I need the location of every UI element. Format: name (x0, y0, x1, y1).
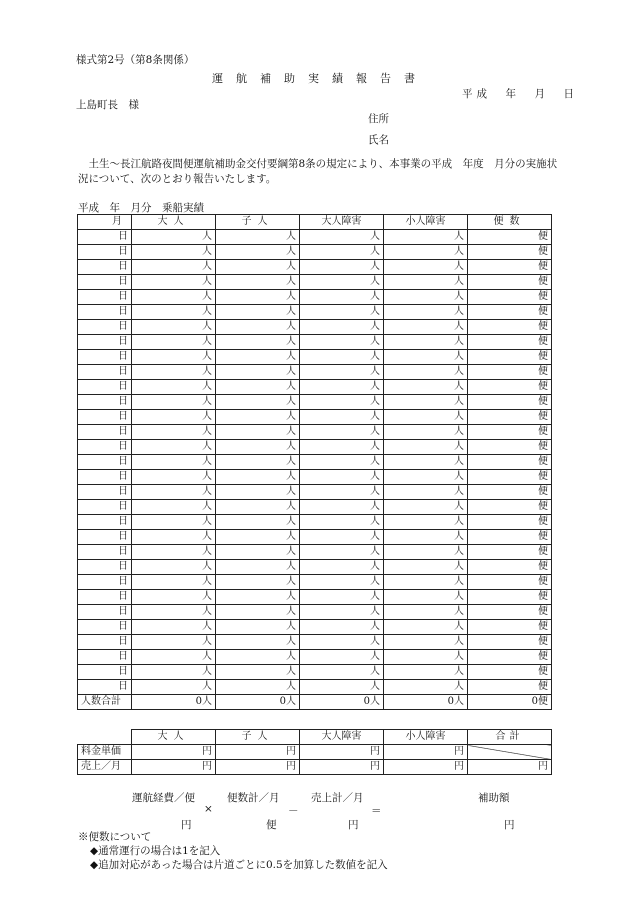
adult-disabled-cell: 人 (300, 440, 384, 455)
totals-label: 人数合計 (78, 695, 132, 710)
day-cell: 日 (78, 275, 132, 290)
sales-total: 円 (468, 760, 552, 775)
day-cell: 日 (78, 455, 132, 470)
day-row (78, 515, 552, 530)
sales-adult: 円 (132, 760, 216, 775)
child-disabled-cell: 人 (384, 635, 468, 650)
day-cell: 日 (78, 530, 132, 545)
child-disabled-cell: 人 (384, 275, 468, 290)
child-disabled-cell: 人 (384, 440, 468, 455)
child-cell: 人 (216, 455, 300, 470)
trips-cell: 便 (468, 545, 552, 560)
adult-disabled-cell: 人 (300, 260, 384, 275)
day-row (78, 245, 552, 260)
trips-cell: 便 (468, 305, 552, 320)
trips-cell: 便 (468, 410, 552, 425)
child-disabled-cell: 人 (384, 530, 468, 545)
child-disabled-cell: 人 (384, 605, 468, 620)
trips-cell: 便 (468, 650, 552, 665)
col-trips: 便数 (468, 215, 552, 230)
unit-price-label: 料金単価 (78, 745, 132, 760)
adult-disabled-cell: 人 (300, 455, 384, 470)
child-cell: 人 (216, 320, 300, 335)
unit-price-total-empty (468, 745, 552, 760)
unit-price-row (78, 745, 552, 760)
adult-disabled-cell: 人 (300, 290, 384, 305)
adult-cell: 人 (132, 245, 216, 260)
day-cell: 日 (78, 245, 132, 260)
formula-unit-yen-2: 円 (348, 819, 359, 831)
trips-cell: 便 (468, 290, 552, 305)
adult-cell: 人 (132, 260, 216, 275)
trips-cell: 便 (468, 380, 552, 395)
formula-minus: － (288, 805, 299, 817)
trips-cell: 便 (468, 620, 552, 635)
child-cell: 人 (216, 485, 300, 500)
col-adult: 大人 (132, 215, 216, 230)
trips-cell: 便 (468, 245, 552, 260)
day-row (78, 410, 552, 425)
child-disabled-cell: 人 (384, 320, 468, 335)
fare-corner (78, 730, 132, 745)
child-disabled-cell: 人 (384, 470, 468, 485)
trips-cell: 便 (468, 530, 552, 545)
total-child-disabled: 0人 (384, 695, 468, 710)
child-disabled-cell: 人 (384, 380, 468, 395)
adult-cell: 人 (132, 680, 216, 695)
day-row (78, 455, 552, 470)
adult-cell: 人 (132, 605, 216, 620)
adult-cell: 人 (132, 545, 216, 560)
unit-price-adult: 円 (132, 745, 216, 760)
child-disabled-cell: 人 (384, 515, 468, 530)
unit-price-adult-disabled: 円 (300, 745, 384, 760)
adult-cell: 人 (132, 365, 216, 380)
adult-disabled-cell: 人 (300, 245, 384, 260)
day-row (78, 275, 552, 290)
adult-disabled-cell: 人 (300, 305, 384, 320)
child-cell: 人 (216, 545, 300, 560)
day-cell: 日 (78, 500, 132, 515)
trips-cell: 便 (468, 485, 552, 500)
day-cell: 日 (78, 680, 132, 695)
adult-disabled-cell: 人 (300, 560, 384, 575)
child-cell: 人 (216, 350, 300, 365)
adult-disabled-cell: 人 (300, 365, 384, 380)
adult-cell: 人 (132, 470, 216, 485)
document-title: 運航補助実績報告書 (212, 72, 428, 85)
child-cell: 人 (216, 515, 300, 530)
day-row (78, 230, 552, 245)
trips-cell: 便 (468, 575, 552, 590)
sales-adult-disabled: 円 (300, 760, 384, 775)
formula-equals: ＝ (371, 805, 382, 817)
formula-multiply: × (204, 803, 213, 815)
day-cell: 日 (78, 470, 132, 485)
day-cell: 日 (78, 230, 132, 245)
day-cell: 日 (78, 620, 132, 635)
day-cell: 日 (78, 575, 132, 590)
day-cell: 日 (78, 605, 132, 620)
day-cell: 日 (78, 485, 132, 500)
day-cell: 日 (78, 650, 132, 665)
day-cell: 日 (78, 635, 132, 650)
adult-cell: 人 (132, 230, 216, 245)
day-row (78, 620, 552, 635)
child-disabled-cell: 人 (384, 650, 468, 665)
name-label: 氏名 (368, 134, 389, 146)
adult-cell: 人 (132, 440, 216, 455)
adult-disabled-cell: 人 (300, 680, 384, 695)
adult-disabled-cell: 人 (300, 635, 384, 650)
adult-disabled-cell: 人 (300, 530, 384, 545)
adult-disabled-cell: 人 (300, 515, 384, 530)
adult-disabled-cell: 人 (300, 605, 384, 620)
total-trips: 0便 (468, 695, 552, 710)
day-cell: 日 (78, 395, 132, 410)
note-item: ◆追加対応があった場合は片道ごとに0.5を加算した数値を記入 (90, 859, 388, 871)
trips-cell: 便 (468, 560, 552, 575)
child-cell: 人 (216, 635, 300, 650)
child-disabled-cell: 人 (384, 485, 468, 500)
child-cell: 人 (216, 470, 300, 485)
day-row (78, 500, 552, 515)
report-date: 平成 年 月 日 (462, 88, 578, 100)
formula-operating-cost: 運航経費／便 (132, 792, 195, 804)
trips-cell: 便 (468, 335, 552, 350)
child-disabled-cell: 人 (384, 665, 468, 680)
unit-price-child-disabled: 円 (384, 745, 468, 760)
child-disabled-cell: 人 (384, 350, 468, 365)
child-cell: 人 (216, 275, 300, 290)
day-cell: 日 (78, 260, 132, 275)
totals-row (78, 695, 552, 710)
adult-disabled-cell: 人 (300, 335, 384, 350)
adult-cell: 人 (132, 410, 216, 425)
day-row (78, 395, 552, 410)
child-disabled-cell: 人 (384, 560, 468, 575)
boarding-record-table (77, 214, 552, 710)
adult-disabled-cell: 人 (300, 380, 384, 395)
col-adult-disabled: 大人障害 (300, 215, 384, 230)
fare-table (77, 729, 552, 775)
fare-col-adult-disabled: 大人障害 (300, 730, 384, 745)
body-text: 土生～長江航路夜間便運航補助金交付要綱第8条の規定により、本事業の平成 年度 月分の実施状況について、次のとおり報告いたします。 (78, 158, 558, 185)
formula-sales-total: 売上計／月 (311, 792, 364, 804)
adult-disabled-cell: 人 (300, 485, 384, 500)
day-row (78, 305, 552, 320)
trips-cell: 便 (468, 425, 552, 440)
adult-cell: 人 (132, 575, 216, 590)
adult-disabled-cell: 人 (300, 545, 384, 560)
child-cell: 人 (216, 365, 300, 380)
table-header-row (78, 215, 552, 230)
adult-disabled-cell: 人 (300, 620, 384, 635)
formula-unit-bin: 便 (266, 819, 277, 831)
child-cell: 人 (216, 440, 300, 455)
adult-disabled-cell: 人 (300, 350, 384, 365)
recipient: 上島町長 様 (76, 99, 139, 111)
child-disabled-cell: 人 (384, 365, 468, 380)
trips-cell: 便 (468, 260, 552, 275)
day-cell: 日 (78, 545, 132, 560)
adult-cell: 人 (132, 350, 216, 365)
sales-child: 円 (216, 760, 300, 775)
adult-cell: 人 (132, 590, 216, 605)
address-label: 住所 (368, 113, 389, 125)
day-row (78, 320, 552, 335)
day-row (78, 665, 552, 680)
day-row (78, 560, 552, 575)
child-disabled-cell: 人 (384, 290, 468, 305)
formula-unit-yen-3: 円 (504, 819, 515, 831)
adult-disabled-cell: 人 (300, 470, 384, 485)
day-cell: 日 (78, 560, 132, 575)
day-row (78, 545, 552, 560)
day-row (78, 650, 552, 665)
day-cell: 日 (78, 590, 132, 605)
child-cell: 人 (216, 560, 300, 575)
day-row (78, 335, 552, 350)
child-disabled-cell: 人 (384, 590, 468, 605)
day-cell: 日 (78, 350, 132, 365)
trips-cell: 便 (468, 515, 552, 530)
fare-col-child: 子人 (216, 730, 300, 745)
day-row (78, 425, 552, 440)
day-row (78, 680, 552, 695)
adult-disabled-cell: 人 (300, 590, 384, 605)
monthly-sales-row (78, 760, 552, 775)
adult-cell: 人 (132, 500, 216, 515)
day-cell: 日 (78, 665, 132, 680)
child-disabled-cell: 人 (384, 455, 468, 470)
trips-cell: 便 (468, 455, 552, 470)
adult-disabled-cell: 人 (300, 650, 384, 665)
trips-cell: 便 (468, 665, 552, 680)
adult-disabled-cell: 人 (300, 425, 384, 440)
trips-cell: 便 (468, 350, 552, 365)
notes-heading: ※便数について (78, 831, 152, 843)
child-cell: 人 (216, 530, 300, 545)
child-cell: 人 (216, 335, 300, 350)
adult-disabled-cell: 人 (300, 230, 384, 245)
child-cell: 人 (216, 425, 300, 440)
day-row (78, 380, 552, 395)
day-row (78, 575, 552, 590)
trips-cell: 便 (468, 590, 552, 605)
adult-cell: 人 (132, 335, 216, 350)
child-disabled-cell: 人 (384, 620, 468, 635)
day-row (78, 470, 552, 485)
child-disabled-cell: 人 (384, 245, 468, 260)
unit-price-child: 円 (216, 745, 300, 760)
adult-cell: 人 (132, 485, 216, 500)
total-child: 0人 (216, 695, 300, 710)
day-cell: 日 (78, 365, 132, 380)
adult-disabled-cell: 人 (300, 665, 384, 680)
day-cell: 日 (78, 335, 132, 350)
adult-disabled-cell: 人 (300, 395, 384, 410)
day-cell: 日 (78, 305, 132, 320)
total-adult-disabled: 0人 (300, 695, 384, 710)
formula-unit-yen-1: 円 (181, 819, 192, 831)
day-cell: 日 (78, 440, 132, 455)
total-adult: 0人 (132, 695, 216, 710)
child-cell: 人 (216, 575, 300, 590)
adult-cell: 人 (132, 650, 216, 665)
day-row (78, 485, 552, 500)
child-cell: 人 (216, 680, 300, 695)
day-row (78, 530, 552, 545)
adult-cell: 人 (132, 380, 216, 395)
day-cell: 日 (78, 425, 132, 440)
day-cell: 日 (78, 320, 132, 335)
monthly-sales-label: 売上／月 (78, 760, 132, 775)
child-disabled-cell: 人 (384, 425, 468, 440)
formula-subsidy: 補助額 (478, 792, 510, 804)
day-row (78, 260, 552, 275)
child-cell: 人 (216, 380, 300, 395)
fare-col-total: 合計 (468, 730, 552, 745)
child-cell: 人 (216, 665, 300, 680)
adult-disabled-cell: 人 (300, 410, 384, 425)
child-cell: 人 (216, 260, 300, 275)
day-row (78, 605, 552, 620)
child-disabled-cell: 人 (384, 395, 468, 410)
trips-cell: 便 (468, 605, 552, 620)
child-cell: 人 (216, 230, 300, 245)
adult-cell: 人 (132, 305, 216, 320)
child-disabled-cell: 人 (384, 500, 468, 515)
adult-cell: 人 (132, 290, 216, 305)
adult-cell: 人 (132, 620, 216, 635)
child-disabled-cell: 人 (384, 305, 468, 320)
adult-disabled-cell: 人 (300, 575, 384, 590)
adult-cell: 人 (132, 665, 216, 680)
adult-cell: 人 (132, 515, 216, 530)
fare-col-child-disabled: 小人障害 (384, 730, 468, 745)
child-disabled-cell: 人 (384, 575, 468, 590)
form-number: 様式第2号（第8条関係） (76, 54, 195, 66)
adult-disabled-cell: 人 (300, 500, 384, 515)
child-cell: 人 (216, 410, 300, 425)
adult-cell: 人 (132, 560, 216, 575)
trips-cell: 便 (468, 275, 552, 290)
table-caption: 平成 年 月分 乗船実績 (78, 202, 204, 214)
fare-col-adult: 大人 (132, 730, 216, 745)
trips-cell: 便 (468, 470, 552, 485)
adult-cell: 人 (132, 320, 216, 335)
adult-cell: 人 (132, 395, 216, 410)
col-month: 月 (78, 215, 132, 230)
sales-child-disabled: 円 (384, 760, 468, 775)
child-cell: 人 (216, 395, 300, 410)
child-disabled-cell: 人 (384, 260, 468, 275)
trips-cell: 便 (468, 395, 552, 410)
child-disabled-cell: 人 (384, 230, 468, 245)
day-row (78, 350, 552, 365)
col-child-disabled: 小人障害 (384, 215, 468, 230)
child-cell: 人 (216, 605, 300, 620)
adult-disabled-cell: 人 (300, 275, 384, 290)
child-disabled-cell: 人 (384, 545, 468, 560)
adult-cell: 人 (132, 425, 216, 440)
day-row (78, 440, 552, 455)
day-row (78, 290, 552, 305)
child-cell: 人 (216, 290, 300, 305)
trips-cell: 便 (468, 320, 552, 335)
fare-header-row (78, 730, 552, 745)
child-cell: 人 (216, 650, 300, 665)
child-disabled-cell: 人 (384, 410, 468, 425)
adult-cell: 人 (132, 530, 216, 545)
trips-cell: 便 (468, 230, 552, 245)
col-child: 子人 (216, 215, 300, 230)
trips-cell: 便 (468, 680, 552, 695)
day-cell: 日 (78, 290, 132, 305)
child-cell: 人 (216, 245, 300, 260)
day-row (78, 365, 552, 380)
trips-cell: 便 (468, 365, 552, 380)
child-cell: 人 (216, 590, 300, 605)
trips-cell: 便 (468, 635, 552, 650)
trips-cell: 便 (468, 500, 552, 515)
adult-cell: 人 (132, 635, 216, 650)
day-cell: 日 (78, 515, 132, 530)
day-cell: 日 (78, 410, 132, 425)
adult-cell: 人 (132, 455, 216, 470)
adult-disabled-cell: 人 (300, 320, 384, 335)
formula-trip-count: 便数計／月 (227, 792, 280, 804)
child-disabled-cell: 人 (384, 680, 468, 695)
child-cell: 人 (216, 305, 300, 320)
child-cell: 人 (216, 620, 300, 635)
day-row (78, 635, 552, 650)
day-row (78, 590, 552, 605)
note-item: ◆通常運行の場合は1を記入 (90, 845, 221, 857)
child-disabled-cell: 人 (384, 335, 468, 350)
child-cell: 人 (216, 500, 300, 515)
day-cell: 日 (78, 380, 132, 395)
trips-cell: 便 (468, 440, 552, 455)
adult-cell: 人 (132, 275, 216, 290)
